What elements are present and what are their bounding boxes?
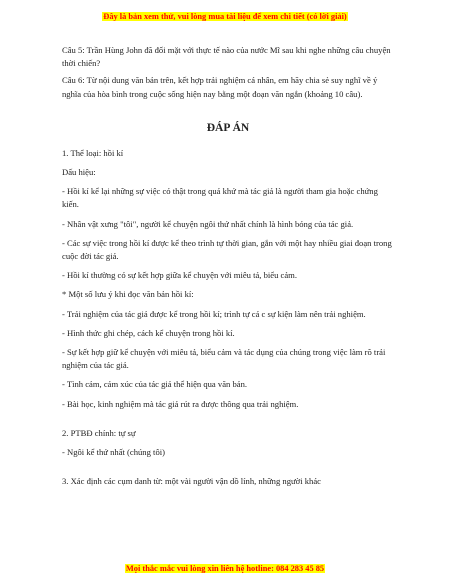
preview-notice-text: Đây là bản xem thử, vui lòng mua tài liệu để xem chi tiết (có lời giải) bbox=[103, 12, 347, 21]
hotline-banner bbox=[0, 564, 450, 573]
note-item: - Hình thức ghi chép, cách kể chuyện trong hồi kí. bbox=[62, 327, 235, 338]
question-6: Câu 6: Từ nội dung văn bản trên, kết hợp trải nghiệm cá nhân, em hãy chia sẻ suy nghĩ về ý nghĩa của hòa bình trong cuộc sống hiện nay bằng một đoạn văn ngắn (khoảng 10 câu). bbox=[62, 75, 378, 99]
signs-label: Dấu hiệu: bbox=[62, 167, 96, 178]
question-5: Câu 5: Trần Hùng John đã đối mặt với thực tế nào của nước Mĩ sau khi nghe những câu chuyện thời chiến? bbox=[62, 45, 391, 69]
section-2-detail: - Ngôi kể thứ nhất (chúng tôi) bbox=[62, 447, 165, 458]
document-body bbox=[62, 44, 394, 488]
section-1-title: 1. Thể loại: hồi kí bbox=[62, 147, 124, 158]
note-item: - Tình cảm, cảm xúc của tác giả thể hiện qua văn bản. bbox=[62, 379, 248, 390]
section-2-title: 2. PTBĐ chính: tự sự bbox=[62, 427, 136, 438]
notes-label: * Một số lưu ý khi đọc văn bản hồi kí: bbox=[62, 289, 194, 300]
section-3-title: 3. Xác định các cụm danh từ: một vài người vận dồ lính, những người khác bbox=[62, 476, 321, 487]
note-item: - Trải nghiệm của tác giả được kể trong hồi kí; trình tự cá c sự kiện làm nên trải nghiệm. bbox=[62, 308, 366, 319]
note-item: - Sự kết hợp giữ kể chuyện với miêu tả, biểu cảm và tác dụng của chúng trong việc làm rõ trải nghiệm của tác giả. bbox=[62, 347, 386, 371]
sign-item: - Hồi kí kể lại những sự việc có thật trong quá khứ mà tác giả là người tham gia hoặc chứng kiến. bbox=[62, 186, 378, 210]
note-item: - Bài học, kinh nghiệm mà tác giả rút ra được thông qua trải nghiệm. bbox=[62, 398, 299, 409]
answer-heading: ĐÁP ÁN bbox=[206, 121, 250, 134]
sign-item: - Các sự việc trong hồi kí được kể theo trình tự thời gian, gắn với một hay nhiều giai đoạn trong cuộc đời tác giả. bbox=[62, 237, 392, 262]
hotline-text: Mọi thắc mắc vui lòng xin liên hệ hotline: 084 283 45 85 bbox=[125, 564, 325, 573]
preview-notice-banner bbox=[0, 12, 450, 21]
sign-item: - Nhân vật xưng "tôi", người kể chuyện ngôi thứ nhất chính là hình bóng của tác giả. bbox=[62, 218, 354, 229]
sign-item: - Hồi kí thường có sự kết hợp giữa kể chuyện với miêu tả, biểu cảm. bbox=[62, 270, 297, 281]
